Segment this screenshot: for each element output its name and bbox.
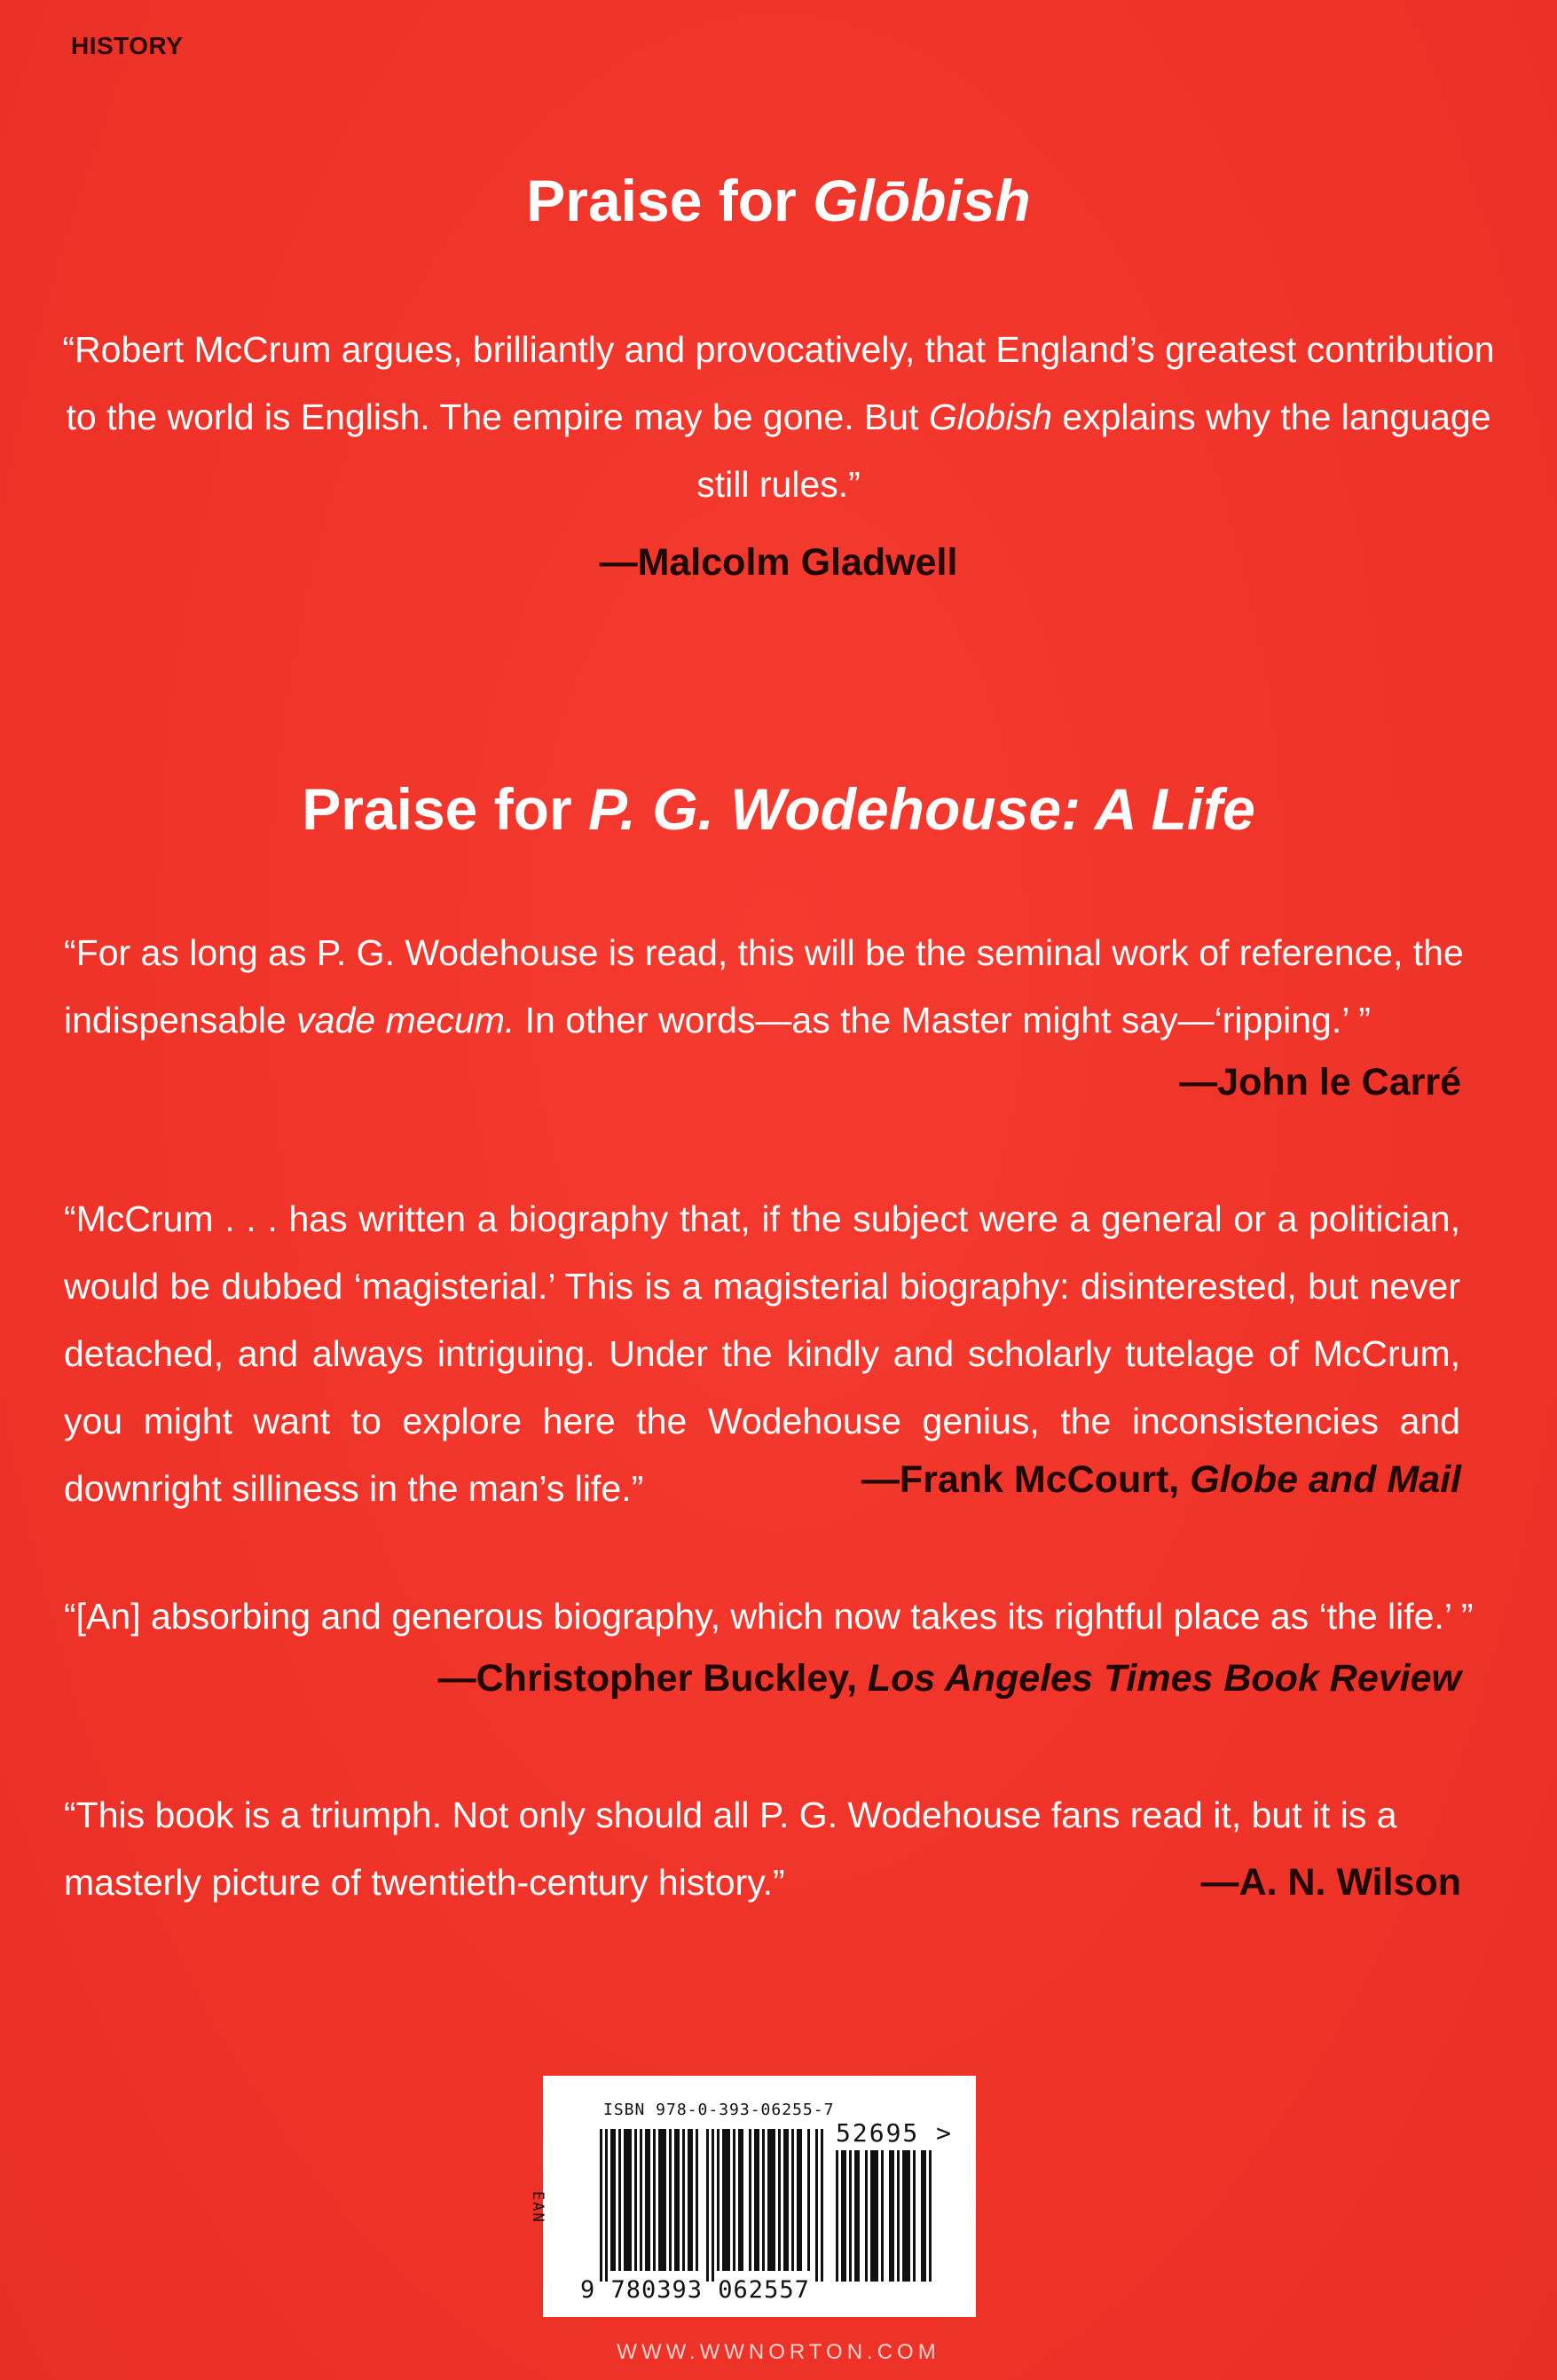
quote-text-part2: explains why the language still rules.” [696, 397, 1491, 505]
wodehouse-praise-heading [0, 775, 1557, 843]
buckley-attribution [438, 1657, 1461, 1701]
barcode-panel [529, 2076, 976, 2317]
isbn-label: ISBN 978-0-393-06255-7 [603, 2101, 835, 2119]
book-title: P. G. Wodehouse: A Life [588, 776, 1255, 842]
buckley-quote [64, 1583, 1483, 1650]
heading-prefix: Praise for [302, 776, 589, 842]
quote-text-part1: “Robert McCrum argues, brilliantly and provocatively, that England’s greatest contribution to the world is English. The empire may be gone. But [62, 329, 1495, 437]
price-addon-digits: 52695 > [836, 2118, 954, 2148]
attribution-name: —Frank McCourt, [861, 1458, 1191, 1501]
quote-text-part2: In other words—as the Master might say—‘ripping.’ ” [515, 1000, 1371, 1041]
quote-text: “[An] absorbing and generous biography, which now takes its rightful place as ‘the life.’ ” [64, 1596, 1474, 1637]
gladwell-attribution: —Malcolm Gladwell [599, 541, 958, 584]
addon-barcode-icon [836, 2150, 933, 2282]
le-carre-attribution: —John le Carré [1179, 1061, 1461, 1104]
ean-label: EAN [529, 2191, 547, 2224]
globish-praise-heading [0, 167, 1557, 234]
heading-prefix: Praise for [526, 168, 814, 233]
quote-text: “This book is a triumph. Not only should all P. G. Wodehouse fans read it, but it is a masterly picture of twentieth-century history.” [64, 1795, 1397, 1903]
quote-italic: vade mecum. [296, 1000, 515, 1041]
publisher-website: WWW.WWNORTON.COM [617, 2340, 940, 2364]
gladwell-quote [62, 316, 1495, 518]
ean-barcode-icon [600, 2129, 823, 2282]
wilson-attribution: —A. N. Wilson [1200, 1861, 1461, 1904]
quote-book-title: Globish [928, 397, 1052, 437]
attribution-publication: Los Angeles Times Book Review [867, 1657, 1461, 1700]
book-title: Glōbish [813, 168, 1031, 233]
category-label: HISTORY [71, 32, 184, 59]
quote-text: “McCrum . . . has written a biography that, if the subject were a general or a politician, would be dubbed ‘magisterial.’ This is a magisterial biography: disinterested, but never detached, and always intriguing. Under the kindly and scholarly tutelage of McCrum, you might want to explore here the Wodehouse genius, the inconsistencies and downright silliness in the man’s life.” [64, 1198, 1460, 1509]
ean-digits: 9 780393 062557 [580, 2276, 810, 2304]
mccourt-attribution [861, 1458, 1461, 1502]
attribution-publication: Globe and Mail [1190, 1458, 1461, 1501]
attribution-name: —Christopher Buckley, [437, 1657, 868, 1700]
quote-text-part1: “For as long as P. G. Wodehouse is read, this will be the seminal work of reference, the indispensable [64, 932, 1464, 1041]
le-carre-quote [64, 919, 1483, 1054]
